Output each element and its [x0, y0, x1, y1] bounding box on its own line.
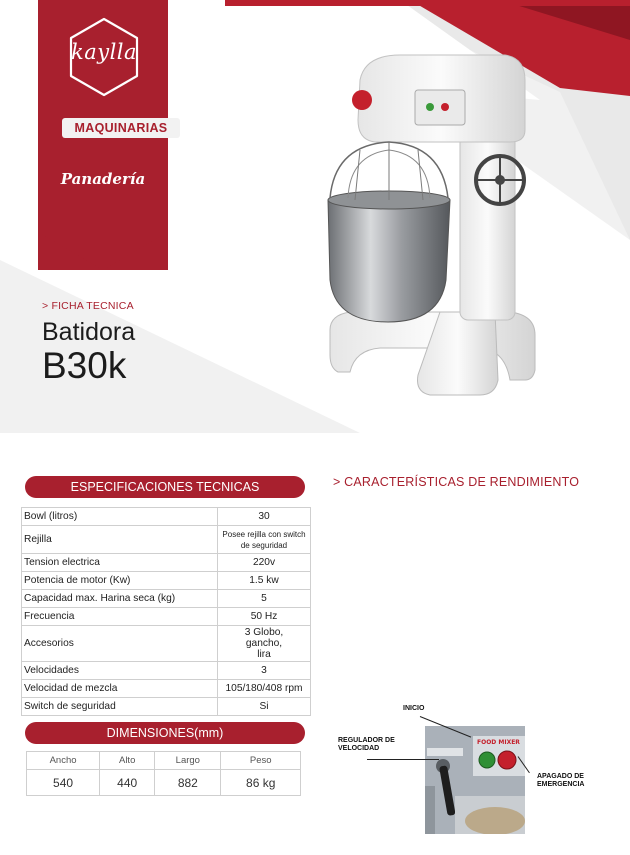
annotation-regulador: REGULADOR DE VELOCIDAD	[338, 737, 395, 752]
dim-value: 882	[155, 770, 221, 796]
stand-mixer-image	[320, 50, 550, 410]
control-panel-photo	[425, 726, 525, 834]
spec-label: Velocidades	[22, 662, 218, 680]
brand-tag: MAQUINARIAS	[62, 118, 180, 138]
specs-title: ESPECIFICACIONES TECNICAS	[25, 476, 305, 498]
spec-label: Tension electrica	[22, 554, 218, 572]
dim-header: Alto	[100, 752, 155, 770]
logo-text: kaylla	[70, 40, 138, 64]
dim-header: Ancho	[27, 752, 100, 770]
annotation-inicio: INICIO	[403, 705, 425, 712]
spec-label: Capacidad max. Harina seca (kg)	[22, 590, 218, 608]
table-row	[22, 554, 311, 572]
spec-label: Rejilla	[22, 526, 218, 554]
spec-value: 1.5 kw	[218, 572, 311, 590]
spec-label: Velocidad de mezcla	[22, 680, 218, 698]
table-header-row	[27, 752, 301, 770]
dim-value: 540	[27, 770, 100, 796]
spec-value: Si	[218, 698, 311, 716]
dim-value: 440	[100, 770, 155, 796]
product-model: B30k	[42, 345, 127, 386]
spec-label: Frecuencia	[22, 608, 218, 626]
dim-value: 86 kg	[221, 770, 301, 796]
table-row	[22, 508, 311, 526]
table-row	[22, 698, 311, 716]
table-row	[27, 770, 301, 796]
table-row	[22, 608, 311, 626]
performance-title: > CARACTERÍSTICAS DE RENDIMIENTO	[333, 475, 580, 489]
table-row	[22, 626, 311, 662]
leader-line-regulador	[367, 759, 439, 760]
spec-value: 3 Globo, gancho, lira	[218, 626, 311, 662]
dimensions-title: DIMENSIONES(mm)	[25, 722, 305, 744]
annotation-apagado: APAGADO DE EMERGENCIA	[537, 773, 585, 788]
table-row	[22, 590, 311, 608]
spec-label: Accesorios	[22, 626, 218, 662]
spec-value: 5	[218, 590, 311, 608]
spec-label: Potencia de motor (Kw)	[22, 572, 218, 590]
dimensions-table	[26, 751, 301, 796]
spec-value: 3	[218, 662, 311, 680]
specs-table	[21, 507, 311, 716]
dim-header: Peso	[221, 752, 301, 770]
spec-label: Switch de seguridad	[22, 698, 218, 716]
table-row	[22, 526, 311, 554]
spec-value: Posee rejilla con switch de seguridad	[218, 526, 311, 554]
spec-value: 30	[218, 508, 311, 526]
table-row	[22, 572, 311, 590]
product-name: Batidora	[42, 318, 136, 346]
spec-label: Bowl (litros)	[22, 508, 218, 526]
table-row	[22, 680, 311, 698]
ficha-label: > FICHA TECNICA	[42, 300, 134, 312]
category-label: Panadería	[60, 170, 146, 188]
brand-banner-tip	[38, 232, 168, 270]
table-row	[22, 662, 311, 680]
control-panel-illustration	[425, 726, 525, 834]
dim-header: Largo	[155, 752, 221, 770]
spec-value: 105/180/408 rpm	[218, 680, 311, 698]
spec-value: 220v	[218, 554, 311, 572]
panel-label: FOOD MIXER	[477, 739, 520, 746]
spec-value: 50 Hz	[218, 608, 311, 626]
